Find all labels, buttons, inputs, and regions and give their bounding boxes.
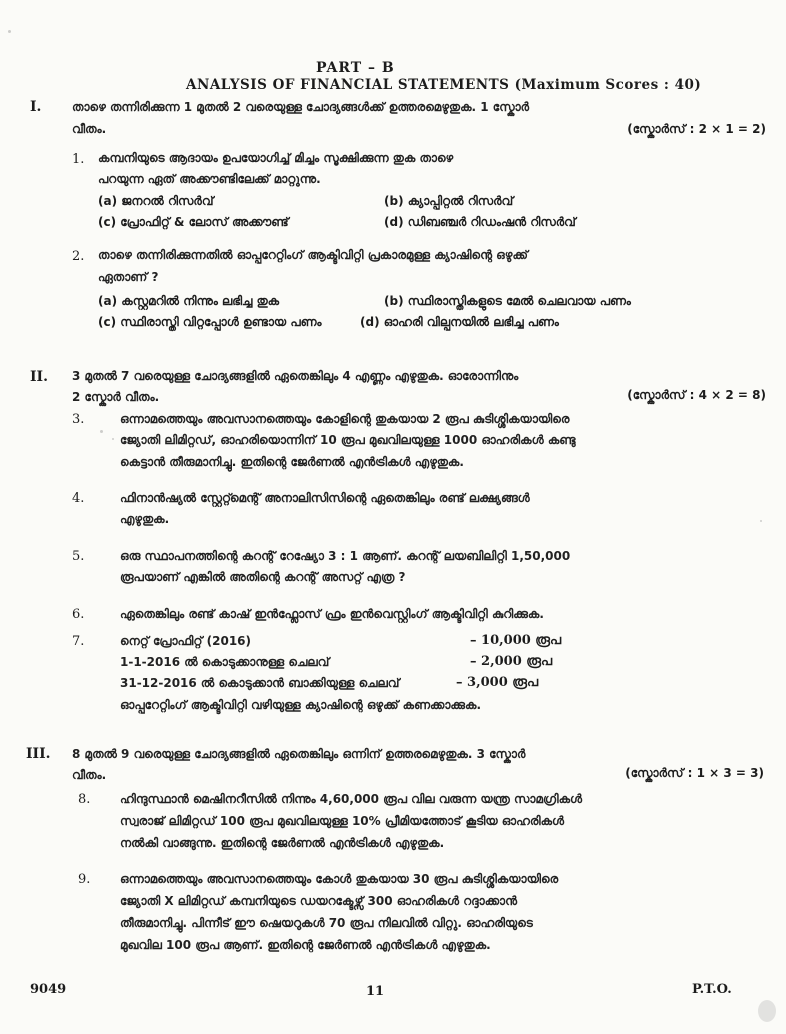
- section-i-instruction-line1: താഴെ തന്നിരിക്കുന്ന 1 മുതൽ 2 വരെയുള്ള ചോദ്യങ്ങൾക്ക് ഉത്തരമെഴുതുക. 1 സ്കോർ: [72, 100, 530, 114]
- section-iii-instruction-line2: വീതം.: [72, 768, 107, 782]
- q9-line4: മുഖവില 100 രൂപ ആണ്. ഇതിന്റെ ജേർണൽ എൻട്രികൾ എഴുതുക.: [120, 938, 491, 952]
- q8-number: 8.: [78, 792, 91, 807]
- q1-line2: പറയുന്ന ഏത് അക്കൗണ്ടിലേക്ക് മാറ്റുന്നു.: [98, 172, 321, 186]
- q2-option-b: (b) സ്ഥിരാസ്തികളുടെ മേൽ ചെലവായ പണം: [384, 294, 631, 308]
- q2-number: 2.: [72, 249, 85, 264]
- scan-speck: [760, 520, 762, 522]
- scan-speck: [758, 1000, 776, 1022]
- q5-line1: ഒരു സ്ഥാപനത്തിന്റെ കറന്റ് റേഷ്യോ 3 : 1 ആണ്. കറന്റ് ലയബിലിറ്റി 1,50,000: [120, 549, 571, 563]
- section-ii-roman: II.: [30, 369, 48, 385]
- q9-line3: തീരുമാനിച്ചു. പിന്നീട് ഈ ഷെയറുകൾ 70 രൂപ നിലവിൽ വിറ്റു. ഓഹരിയുടെ: [120, 916, 533, 930]
- q7-tail: ഓപ്പറേറ്റിംഗ് ആക്ടിവിറ്റി വഴിയുള്ള ക്യാഷിന്റെ ഒഴുക്ക് കണക്കാക്കുക.: [120, 698, 482, 712]
- section-title: ANALYSIS OF FINANCIAL STATEMENTS (Maximum Scores : 40): [186, 77, 702, 93]
- footer-code: 9049: [30, 982, 67, 997]
- q2-line2: ഏതാണ് ?: [98, 270, 159, 284]
- section-i-roman: I.: [30, 99, 42, 115]
- scan-speck: [100, 430, 103, 433]
- q7-number: 7.: [72, 634, 85, 649]
- q6-line1: ഏതെങ്കിലും രണ്ട് കാഷ് ഇൻഫ്ലോസ് ഫ്രം ഇൻവെസ്റ്റിംഗ് ആക്ടിവിറ്റി കുറിക്കുക.: [120, 607, 544, 621]
- q4-line2: എഴുതുക.: [120, 512, 170, 526]
- q5-line2: രൂപയാണ് എങ്കിൽ അതിന്റെ കറന്റ് അസറ്റ് എത്ര ?: [120, 570, 406, 584]
- q7-row1-value: – 10,000 രൂപ: [470, 633, 562, 648]
- part-heading: PART – B: [316, 60, 395, 76]
- footer-pto: P.T.O.: [692, 982, 732, 997]
- q1-number: 1.: [72, 152, 85, 167]
- q8-line3: നൽകി വാങ്ങുന്നു. ഇതിന്റെ ജേർണൽ എൻട്രികൾ എഴുതുക.: [120, 836, 445, 850]
- q4-line1: ഫിനാൻഷ്യൽ സ്റ്റേറ്റ്മെന്റ് അനാലിസിസിന്റെ ഏതെങ്കിലും രണ്ട് ലക്ഷ്യങ്ങൾ: [120, 491, 530, 505]
- q1-line1: കമ്പനിയുടെ ആദായം ഉപയോഗിച്ച് മിച്ചം സൂക്ഷിക്കുന്ന തുക താഴെ: [98, 151, 454, 165]
- section-ii-score: (സ്കോർസ് : 4 × 2 = 8): [627, 388, 766, 402]
- q9-line2: ജ്യോതി X ലിമിറ്റഡ് കമ്പനിയുടെ ഡയറക്ടേഴ്സ് 300 ഓഹരികൾ റദ്ദാക്കാൻ: [120, 894, 518, 908]
- q7-row2-label: 1-1-2016 ൽ കൊടുക്കാനുള്ള ചെലവ്: [120, 655, 330, 669]
- q7-row3-value: – 3,000 രൂപ: [456, 675, 539, 690]
- section-i-score: (സ്കോർസ് : 2 × 1 = 2): [627, 122, 766, 136]
- q2-option-a: (a) കസ്റ്റമറിൽ നിന്നും ലഭിച്ച തുക: [98, 294, 280, 308]
- q3-number: 3.: [72, 412, 85, 427]
- q8-line1: ഹിന്ദുസ്ഥാൻ മെഷിനറീസിൽ നിന്നും 4,60,000 രൂപ വില വരുന്ന യന്ത്ര സാമഗ്രികൾ: [120, 792, 583, 806]
- q3-line3: കെട്ടാൻ തീരുമാനിച്ചു. ഇതിന്റെ ജേർണൽ എൻട്രികൾ എഴുതുക.: [120, 455, 464, 469]
- section-i-instruction-line2: വീതം.: [72, 122, 107, 136]
- q2-line1: താഴെ തന്നിരിക്കുന്നതിൽ ഓപ്പറേറ്റിംഗ് ആക്ടിവിറ്റി പ്രകാരമുള്ള ക്യാഷിന്റെ ഒഴുക്ക്: [98, 248, 528, 262]
- section-ii-instruction-line1: 3 മുതൽ 7 വരെയുള്ള ചോദ്യങ്ങളിൽ ഏതെങ്കിലും 4 എണ്ണം എഴുതുക. ഓരോന്നിനും: [72, 369, 519, 383]
- q3-line1: ഒന്നാമത്തെയും അവസാനത്തെയും കോളിന്റെ തുകയായ 2 രൂപ കുടിശ്ശികയായിരെ: [120, 412, 570, 426]
- q7-row2-value: – 2,000 രൂപ: [470, 654, 553, 669]
- q1-option-a: (a) ജനറൽ റിസർവ്: [98, 194, 214, 208]
- section-ii-instruction-line2: 2 സ്കോർ വീതം.: [72, 390, 160, 404]
- q9-number: 9.: [78, 872, 91, 887]
- q2-option-d: (d) ഓഹരി വില്പനയിൽ ലഭിച്ച പണം: [360, 315, 559, 329]
- scan-speck: [112, 438, 114, 440]
- q3-line2: ജ്യോതി ലിമിറ്റഡ്, ഓഹരിയൊന്നിന് 10 രൂപ മുഖവിലയുള്ള 1000 ഓഹരികൾ കണ്ടു: [120, 433, 576, 447]
- scan-speck: [8, 30, 11, 33]
- q4-number: 4.: [72, 491, 85, 506]
- q7-row3-label: 31-12-2016 ൽ കൊടുക്കാൻ ബാക്കിയുള്ള ചെലവ്: [120, 676, 400, 690]
- q5-number: 5.: [72, 549, 85, 564]
- section-iii-score: (സ്കോർസ് : 1 × 3 = 3): [625, 766, 764, 780]
- section-iii-roman: III.: [26, 746, 51, 762]
- q1-option-d: (d) ഡിബഞ്ചർ റിഡംഷൻ റിസർവ്: [384, 215, 576, 229]
- q1-option-c: (c) പ്രോഫിറ്റ് & ലോസ് അക്കൗണ്ട്: [98, 215, 289, 229]
- q8-line2: സ്വരാജ് ലിമിറ്റഡ് 100 രൂപ മുഖവിലയുള്ള 10% പ്രീമിയത്തോട് കൂടിയ ഓഹരികൾ: [120, 814, 565, 828]
- q6-number: 6.: [72, 607, 85, 622]
- q9-line1: ഒന്നാമത്തെയും അവസാനത്തെയും കോൾ തുകയായ 30 രൂപ കുടിശ്ശികയായിരെ: [120, 872, 559, 886]
- q7-row1-label: നെറ്റ് പ്രോഫിറ്റ് (2016): [120, 634, 251, 648]
- q1-option-b: (b) ക്യാപ്പിറ്റൽ റിസർവ്: [384, 194, 514, 208]
- q2-option-c: (c) സ്ഥിരാസ്തി വിറ്റപ്പോൾ ഉണ്ടായ പണം: [98, 315, 322, 329]
- footer-page-number: 11: [366, 984, 385, 999]
- section-iii-instruction-line1: 8 മുതൽ 9 വരെയുള്ള ചോദ്യങ്ങളിൽ ഏതെങ്കിലും ഒന്നിന് ഉത്തരമെഴുതുക. 3 സ്കോർ: [72, 747, 526, 761]
